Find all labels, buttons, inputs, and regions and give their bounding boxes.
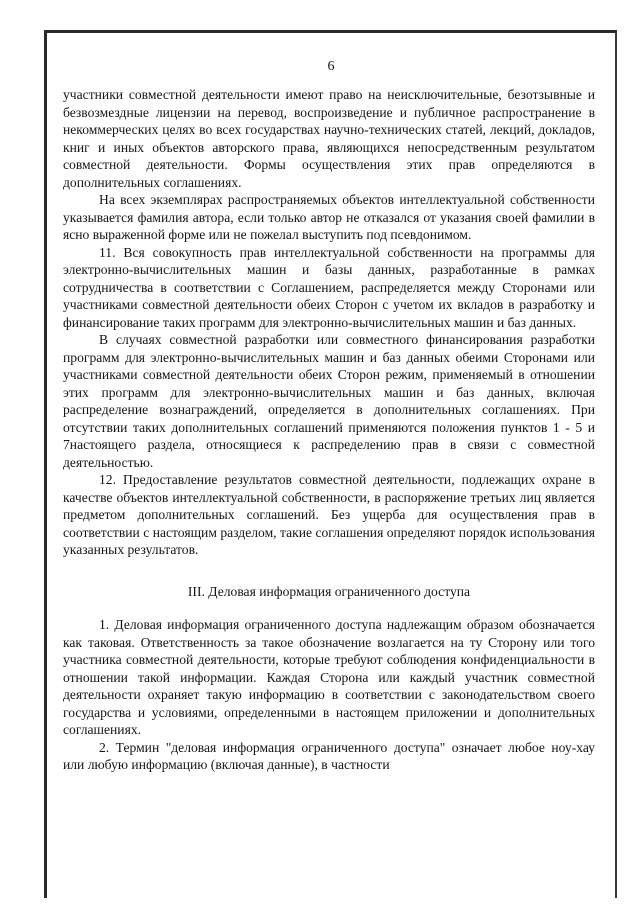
paragraph: участники совместной деятельности имеют право на неисключительные, безотзывные и безвозмездные лицензии на перевод, воспроизведение и публичное распространение в некоммерческих целях во всех государствах научно-технических статей, лекций, докладов, книг и иных объектов авторского права, являющихся непосредственным результатом совместной деятельности. Формы осуществления этих прав определяются в дополнительных соглашениях.: [63, 87, 595, 190]
paragraph: 12. Предоставление результатов совместной деятельности, подлежащих охране в качестве объектов интеллектуальной собственности, в распоряжение третьих лиц является предметом дополнительных соглашений. Без ущерба для осуществления прав в соответствии с настоящим разделом, такие соглашения определяют порядок использования указанных результатов.: [63, 472, 595, 557]
paragraph: В случаях совместной разработки или совместного финансирования разработки программ для электронно-вычислительных машин и баз данных обеими Сторонами или участниками совместной деятельности обеих Сторон режим, применяемый в отношении этих программ для электронно-вычислительных машин и баз данных, включая распределение вознаграждений, определяется в дополнительных соглашениях. При отсутствии таких дополнительных соглашений применяются положения пунктов 1 - 5 и 7настоящего раздела, относящиеся к распределению прав в связи с совместной деятельностью.: [63, 332, 595, 470]
paragraph: На всех экземплярах распространяемых объектов интеллектуальной собственности указывается фамилия автора, если только автор не отказался от указания своей фамилии в ясно выраженной форме или не пожелал выступить под псевдонимом.: [63, 192, 595, 242]
document-body: [63, 86, 595, 774]
paragraph: 1. Деловая информация ограниченного доступа надлежащим образом обозначается как таковая. Ответственность за такое обозначение возлагается на ту Сторону или того участника совместной деятельности, которые требуют соблюдения конфиденциальности в отношении такой информации. Каждая Сторона или каждый участник совместной деятельности охраняет такую информацию в соответствии с законодательством своего государства и условиями, определенными в настоящем приложении и дополнительных соглашениях.: [63, 617, 595, 737]
paragraph: 2. Термин "деловая информация ограниченного доступа" означает любое ноу-хау или любую информацию (включая данные), в частности: [63, 739, 595, 772]
paragraph: 11. Вся совокупность прав интеллектуальной собственности на программы для электронно-вычислительных машин и базы данных, разработанные в рамках сотрудничества в соответствии с Соглашением, распределяется между Сторонами или участниками совместной деятельности обеих Сторон с учетом их вкладов в разработку и финансирование таких программ для электронно-вычислительных машин и баз данных.: [63, 244, 595, 330]
section-title: III. Деловая информация ограниченного доступа: [187, 583, 471, 599]
page-frame: [44, 30, 617, 898]
page-number: 6: [327, 59, 335, 74]
